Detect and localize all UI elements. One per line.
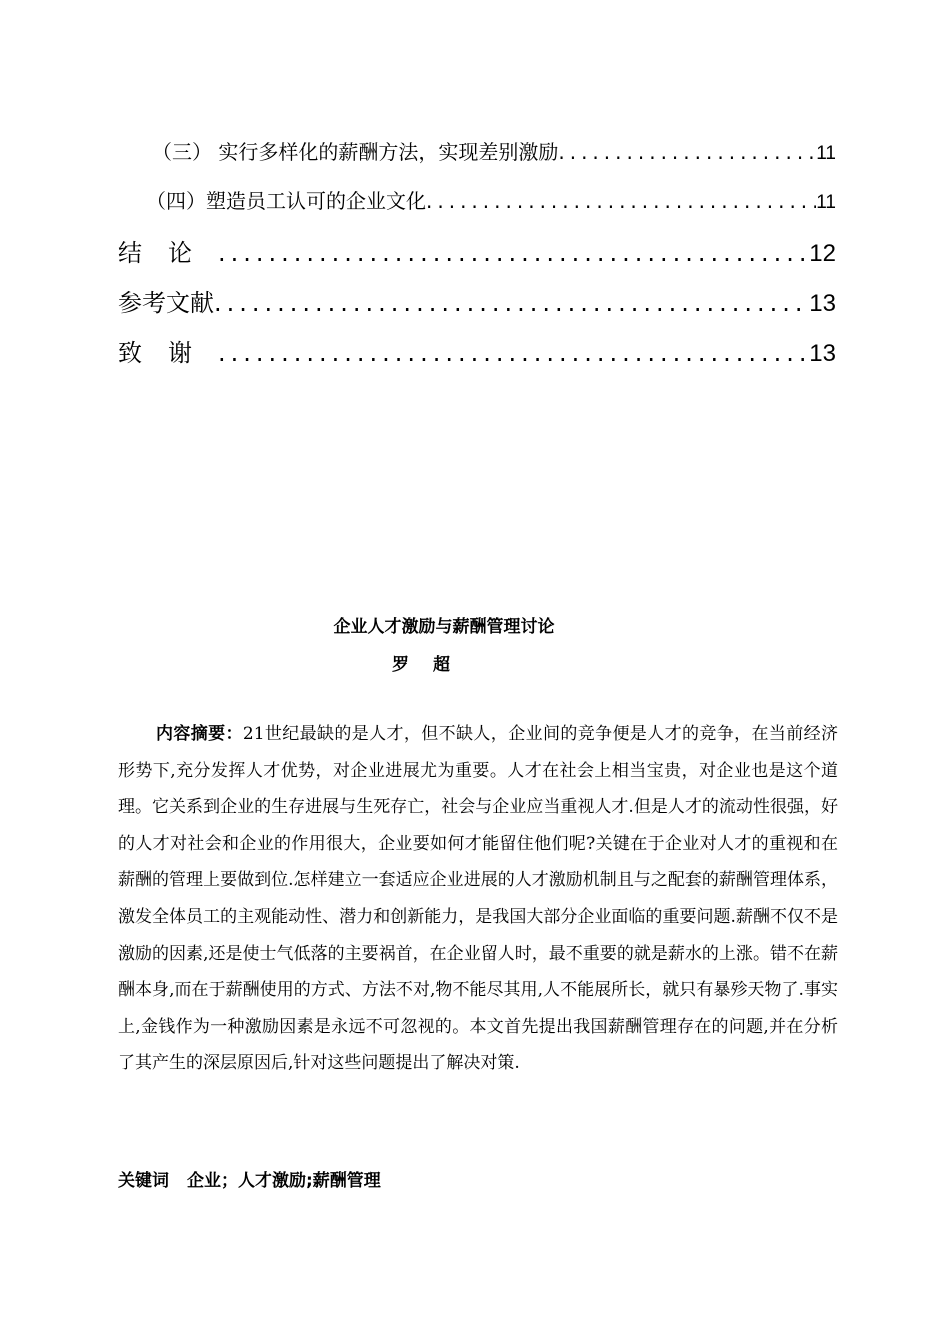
toc-entry[interactable] [118, 233, 836, 268]
toc-entry-label: 致谢 [118, 339, 218, 367]
abstract-label: 内容摘要： [156, 724, 243, 744]
toc-entry-page: 11 [816, 192, 836, 213]
abstract-paragraph [118, 716, 838, 1082]
toc-leader-dots [218, 239, 809, 267]
keywords-label: 关键词 [118, 1171, 169, 1191]
toc-entry-page: 13 [809, 340, 836, 367]
toc-leader-dots [558, 140, 816, 164]
toc-leader-dots [218, 339, 809, 367]
toc-entry[interactable] [118, 283, 836, 318]
keywords-text: 企业；人才激励;薪酬管理 [187, 1171, 381, 1191]
toc-entry[interactable] [118, 333, 836, 368]
toc-entry-label: （三） 实行多样化的薪酬方法，实现差别激励 [152, 140, 559, 164]
toc-entry-label: （四）塑造员工认可的企业文化 [146, 189, 426, 213]
abstract-text: 21世纪最缺的是人才，但不缺人，企业间的竞争便是人才的竞争，在当前经济形势下,充分发挥人才优势，对企业进展尤为重要。人才在社会上相当宝贵，对企业也是这个道理。它关系到企业的生存进展与生死存亡，社会与企业应当重视人才.但是人才的流动性很强，好的人才对社会和企业的作用很大，企业要如何才能留住他们呢?关键在于企业对人才的重视和在薪酬的管理上要做到位.怎样建立一套适应企业进展的人才激励机制且与之配套的薪酬管理体系，激发全体员工的主观能动性、潜力和创新能力，是我国大部分企业面临的重要问题.薪酬不仅不是激励的因素,还是使士气低落的主要祸首，在企业留人时，最不重要的就是薪水的上涨。错不在薪酬本身,而在于薪酬使用的方式、方法不对,物不能尽其用,人不能展所长，就只有暴殄天物了.事实上,金钱作为一种激励因素是永远不可忽视的。本文首先提出我国薪酬管理存在的问题,并在分析了其产生的深层原因后,针对这些问题提出了解决对策. [118, 724, 838, 1074]
toc-entry-label: 结论 [118, 239, 218, 267]
toc-leader-dots [426, 189, 816, 213]
toc-entry-page: 12 [809, 240, 836, 267]
toc-leader-dots [214, 289, 809, 317]
toc-entry-label: 参考文献 [118, 289, 214, 317]
toc-entry-page: 11 [816, 143, 836, 164]
toc-entry[interactable] [152, 136, 836, 165]
keywords-line [118, 1166, 838, 1191]
toc-entry-page: 13 [809, 290, 836, 317]
article-author: 罗超 [392, 655, 474, 675]
toc-entry[interactable] [146, 185, 836, 214]
article-title: 企业人才激励与薪酬管理讨论 [333, 617, 555, 637]
